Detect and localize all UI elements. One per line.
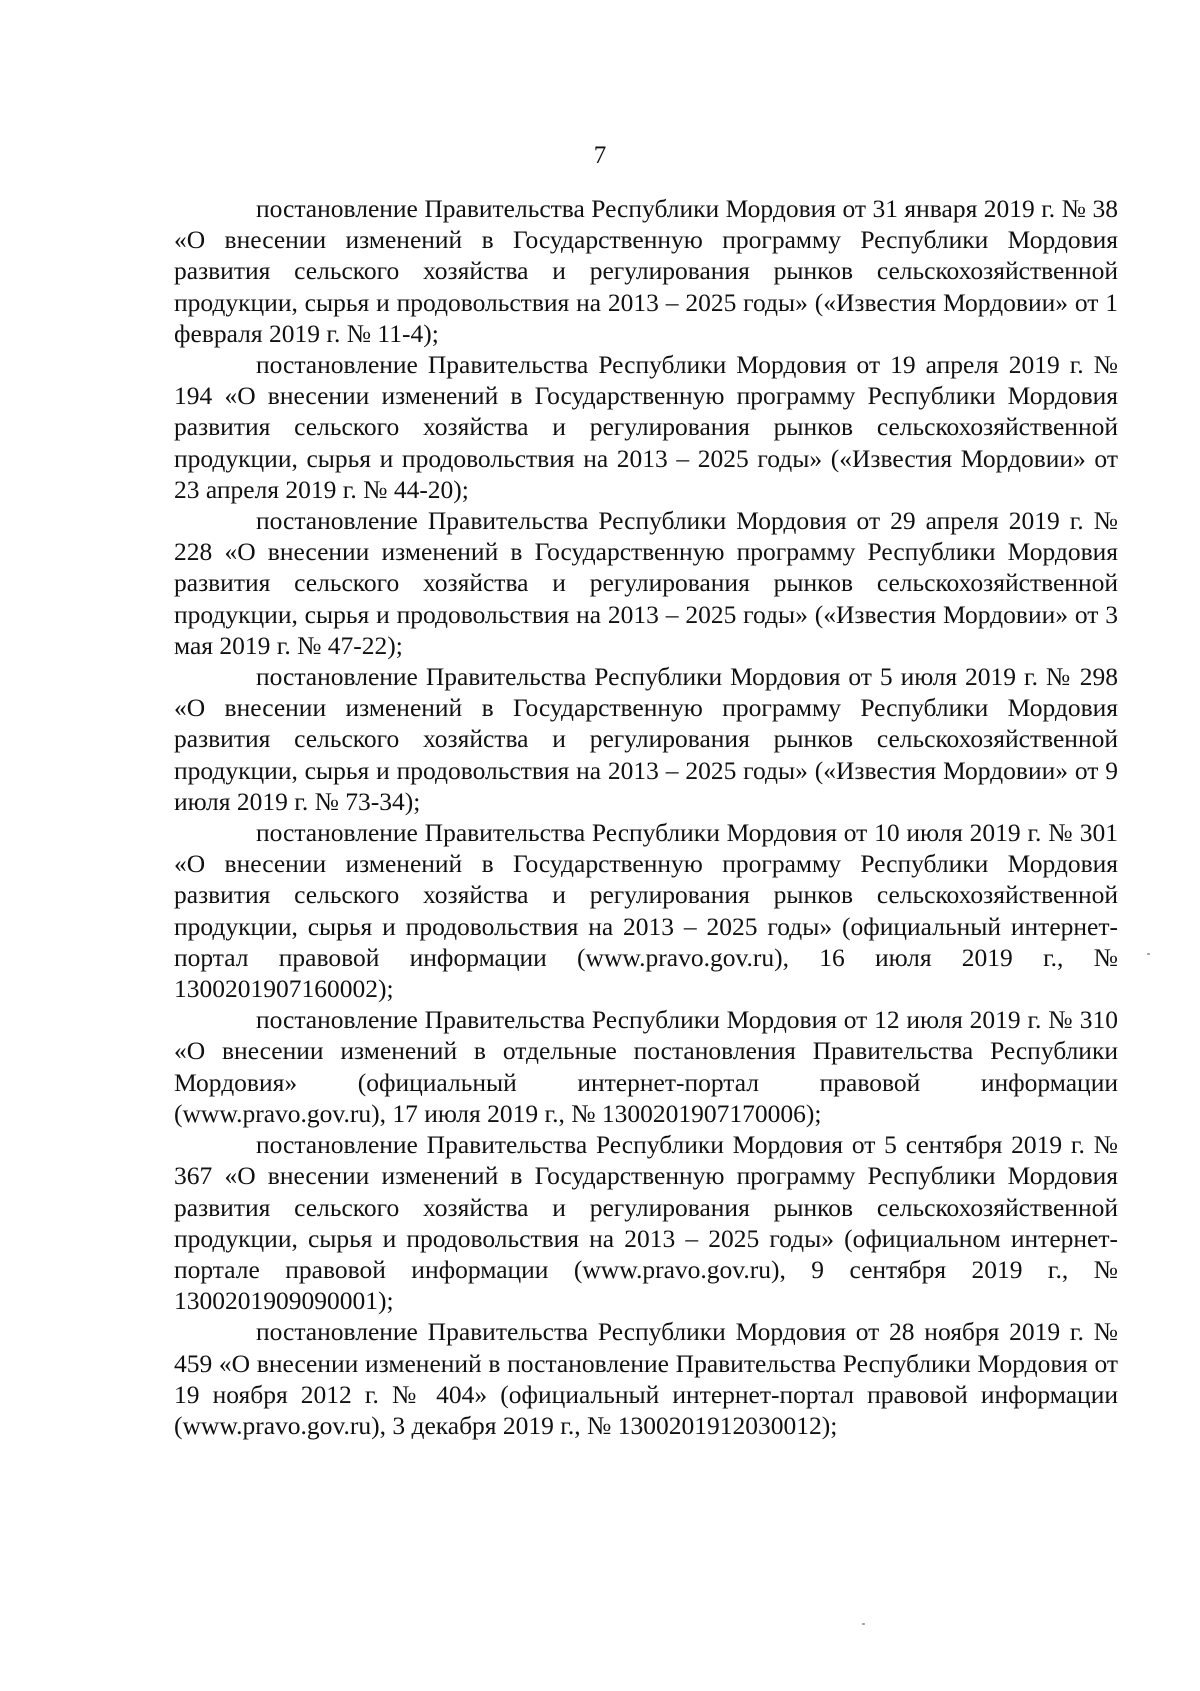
list-item-resolution-459: постановление Правительства Республики Мордовия от 28 ноября 2019 г. № 459 «О внесении изменений в постановление Правительства Республики Мордовия от 19 ноября 2012 г. № 404» (официальный интернет-портал правовой информации (www.pravo.gov.ru), 3 декабря 2019 г., № 1300201912030012); (174, 1317, 1118, 1440)
list-item-resolution-310: постановление Правительства Республики Мордовия от 12 июля 2019 г. № 310 «О внесении изменений в отдельные постановления Правительства Республики Мордовия» (официальный интернет-портал правовой информации (www.pravo.gov.ru), 17 июля 2019 г., № 1300201907170006); (174, 1005, 1118, 1128)
scan-speck (862, 1623, 865, 1625)
list-item-resolution-301: постановление Правительства Республики Мордовия от 10 июля 2019 г. № 301 «О внесении изменений в Государственную программу Республики Мордовия развития сельского хозяйства и регулирования рынков сельскохозяйственной продукции, сырья и продовольствия на 2013 – 2025 годы» (официальный интернет-портал правовой информации (www.pravo.gov.ru), 16 июля 2019 г., № 1300201907160002); (174, 818, 1118, 1004)
list-item-resolution-194: постановление Правительства Республики Мордовия от 19 апреля 2019 г. № 194 «О внесении изменений в Государственную программу Республики Мордовия развития сельского хозяйства и регулирования рынков сельскохозяйственной продукции, сырья и продовольствия на 2013 – 2025 годы» («Известия Мордовии» от 23 апреля 2019 г. № 44-20); (174, 350, 1118, 504)
document-body (174, 193, 1118, 1441)
list-item-resolution-367: постановление Правительства Республики Мордовия от 5 сентября 2019 г. № 367 «О внесении изменений в Государственную программу Республики Мордовия развития сельского хозяйства и регулирования рынков сельскохозяйственной продукции, сырья и продовольствия на 2013 – 2025 годы» (официальном интернет-портале правовой информации (www.pravo.gov.ru), 9 сентября 2019 г., № 1300201909090001); (174, 1130, 1118, 1316)
scan-speck (1147, 953, 1150, 955)
list-item-resolution-228: постановление Правительства Республики Мордовия от 29 апреля 2019 г. № 228 «О внесении изменений в Государственную программу Республики Мордовия развития сельского хозяйства и регулирования рынков сельскохозяйственной продукции, сырья и продовольствия на 2013 – 2025 годы» («Известия Мордовии» от 3 мая 2019 г. № 47-22); (174, 506, 1118, 660)
list-item-resolution-298: постановление Правительства Республики Мордовия от 5 июля 2019 г. № 298 «О внесении изменений в Государственную программу Республики Мордовия развития сельского хозяйства и регулирования рынков сельскохозяйственной продукции, сырья и продовольствия на 2013 – 2025 годы» («Известия Мордовии» от 9 июля 2019 г. № 73-34); (174, 662, 1118, 816)
list-item-resolution-38: постановление Правительства Республики Мордовия от 31 января 2019 г. № 38 «О внесении изменений в Государственную программу Республики Мордовия развития сельского хозяйства и регулирования рынков сельскохозяйственной продукции, сырья и продовольствия на 2013 – 2025 годы» («Известия Мордовии» от 1 февраля 2019 г. № 11-4); (174, 194, 1118, 348)
page-number: 7 (593, 142, 607, 169)
